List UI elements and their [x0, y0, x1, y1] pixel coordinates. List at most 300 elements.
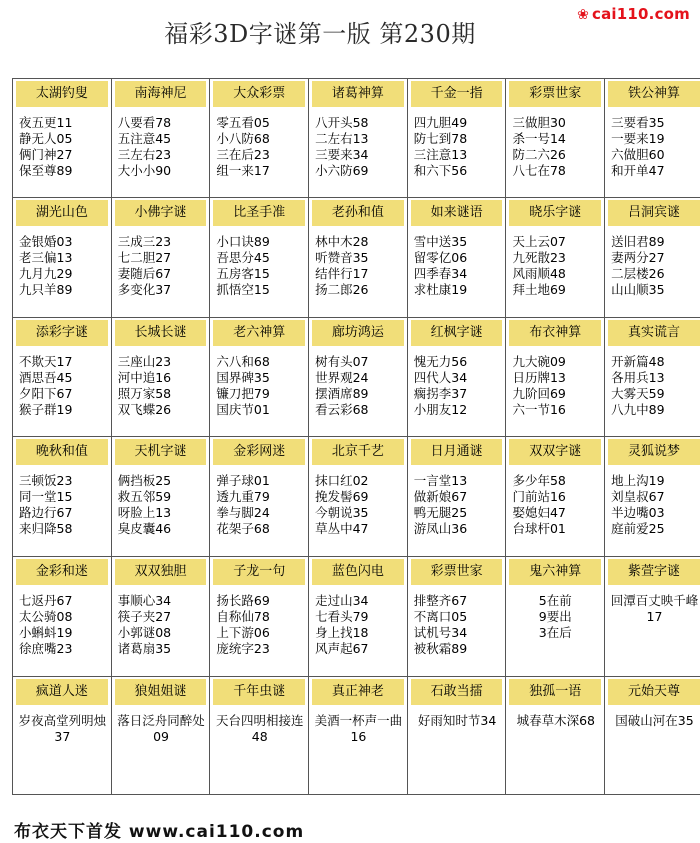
riddle-cell — [309, 437, 408, 557]
riddle-cell-body — [309, 198, 407, 317]
riddle-line: 摆酒席89 — [315, 385, 369, 401]
riddle-line: 花架子68 — [216, 521, 270, 537]
riddle-cell-body — [605, 557, 700, 676]
riddle-lines — [605, 465, 700, 537]
riddle-lines — [408, 107, 506, 179]
riddle-lines — [408, 226, 506, 298]
riddle-source-header: 蓝色闪电 — [312, 559, 404, 585]
riddle-cell-body — [210, 677, 308, 794]
riddle-lines — [408, 585, 506, 657]
riddle-cell-body — [13, 79, 111, 197]
riddle-cell-body — [506, 198, 604, 317]
riddle-line: 三做胆30 — [512, 115, 566, 130]
riddle-line: 排整齐67 — [413, 593, 468, 609]
riddle-source-header: 老六神算 — [213, 320, 305, 346]
riddle-lines — [210, 226, 308, 298]
riddle-cell — [210, 197, 309, 317]
riddle-source-header: 添彩字谜 — [16, 320, 108, 346]
riddle-line: 三在后23 — [216, 147, 270, 162]
riddle-source-header: 双双独胆 — [115, 559, 207, 585]
riddle-source-header: 南海神尼 — [115, 81, 207, 107]
riddle-lines — [13, 465, 111, 537]
riddle-line: 城春草木深68 — [516, 713, 595, 729]
riddle-lines — [112, 346, 210, 418]
riddle-lines — [506, 585, 604, 641]
riddle-line: 大雾天59 — [611, 385, 665, 401]
riddle-source-header: 子龙一句 — [213, 559, 305, 585]
riddle-line: 小六防69 — [315, 163, 369, 178]
riddle-source-header: 小佛字谜 — [115, 200, 207, 226]
riddle-source-header: 北京千艺 — [312, 439, 404, 465]
riddle-line: 路边行67 — [19, 505, 73, 521]
riddle-source-header: 日月通谜 — [411, 439, 503, 465]
riddle-source-header: 真正神老 — [312, 679, 404, 705]
riddle-lines — [309, 465, 407, 537]
riddle-lines — [210, 465, 308, 537]
riddle-line: 做新娘67 — [413, 489, 468, 505]
riddle-source-header: 晚秋和值 — [16, 439, 108, 465]
riddle-line: 静无人05 — [19, 131, 73, 146]
riddle-line: 防七到78 — [413, 131, 468, 146]
riddle-cell-body — [112, 318, 210, 437]
riddle-lines — [605, 705, 700, 729]
riddle-line: 扬长路69 — [216, 593, 270, 609]
riddle-lines — [210, 346, 308, 418]
riddle-lines — [112, 585, 210, 657]
riddle-source-header: 红枫字谜 — [411, 320, 503, 346]
riddle-line: 风雨顺48 — [512, 265, 566, 281]
riddle-lines — [506, 107, 604, 179]
riddle-source-header: 紫萱字谜 — [608, 559, 700, 585]
riddle-line: 杀一号14 — [512, 131, 566, 146]
riddle-line: 三要看35 — [611, 115, 665, 130]
riddle-line: 听赞音35 — [315, 249, 369, 265]
riddle-line: 小郭谜08 — [117, 625, 172, 641]
riddle-line: 六八和68 — [216, 353, 270, 369]
riddle-line: 游凤山36 — [413, 521, 468, 537]
riddle-line: 救五邻59 — [117, 489, 172, 505]
riddle-line: 九月九29 — [19, 265, 73, 281]
riddle-line: 金银婚03 — [19, 233, 73, 249]
riddle-cell — [210, 317, 309, 437]
riddle-line: 门前站16 — [512, 489, 566, 505]
riddle-cell-body — [13, 557, 111, 676]
riddle-line: 保至尊89 — [19, 163, 73, 178]
riddle-lines — [13, 346, 111, 418]
riddle-lines — [309, 346, 407, 418]
riddle-lines — [309, 226, 407, 298]
riddle-source-header: 比圣手准 — [213, 200, 305, 226]
site-logo-text: cai110.com — [592, 5, 690, 23]
grid-row — [13, 437, 700, 557]
riddle-line: 七返丹67 — [19, 593, 73, 609]
riddle-source-header: 布衣神算 — [509, 320, 601, 346]
riddle-cell — [407, 79, 506, 198]
riddle-line: 三顿饭23 — [19, 473, 73, 489]
riddle-cell — [13, 197, 112, 317]
riddle-cell-body — [408, 677, 506, 794]
riddle-line: 三成三23 — [117, 233, 172, 249]
riddle-line: 大小小90 — [117, 163, 172, 178]
riddle-source-header: 石敢当擂 — [411, 679, 503, 705]
riddle-source-header: 双双字谜 — [509, 439, 601, 465]
riddle-source-header: 鬼六神算 — [509, 559, 601, 585]
riddle-line: 和六下56 — [413, 163, 468, 178]
riddle-cell-body — [605, 677, 700, 794]
riddle-line: 来归降58 — [19, 521, 73, 537]
riddle-line: 岁夜高堂列明烛37 — [18, 713, 107, 745]
riddle-line: 美酒一杯声一曲16 — [314, 713, 403, 745]
riddle-cell — [506, 677, 605, 795]
riddle-lines — [309, 107, 407, 179]
riddle-line: 各用兵13 — [611, 369, 665, 385]
riddle-cell — [13, 437, 112, 557]
riddle-line: 试机号34 — [413, 625, 468, 641]
riddle-lines — [506, 705, 604, 729]
grid-row — [13, 557, 700, 677]
riddle-line: 猴子群19 — [19, 401, 73, 417]
riddle-line: 鸭无腿25 — [413, 505, 468, 521]
riddle-cell-body — [605, 79, 700, 197]
riddle-source-header: 独孤一语 — [509, 679, 601, 705]
riddle-line: 多少年58 — [512, 473, 566, 489]
riddle-source-header: 金彩和迷 — [16, 559, 108, 585]
riddle-cell — [111, 197, 210, 317]
riddle-line: 天台四明相接连48 — [215, 713, 304, 745]
riddle-cell-body — [605, 437, 700, 556]
riddle-line: 六做胆60 — [611, 147, 665, 162]
riddle-source-header: 吕洞宾谜 — [608, 200, 700, 226]
riddle-line: 5在前 — [538, 593, 572, 609]
riddle-cell-body — [506, 557, 604, 676]
riddle-lines — [506, 465, 604, 537]
riddle-source-header: 疯道人迷 — [16, 679, 108, 705]
riddle-cell — [605, 197, 700, 317]
riddle-line: 呀脸上13 — [117, 505, 172, 521]
footer-credit: 布衣天下首发 www.cai110.com — [14, 822, 305, 842]
riddle-cell — [13, 79, 112, 198]
riddle-line: 自称仙78 — [216, 609, 270, 625]
riddle-line: 草丛中47 — [315, 521, 369, 537]
site-logo[interactable] — [573, 3, 696, 25]
riddle-line: 事顺心34 — [117, 593, 172, 609]
riddle-line: 娶媳妇47 — [512, 505, 566, 521]
riddle-cell-body — [210, 198, 308, 317]
riddle-line: 小口诀89 — [216, 233, 270, 249]
riddle-source-header: 晓乐字谜 — [509, 200, 601, 226]
riddle-cell — [309, 557, 408, 677]
riddle-cell — [506, 197, 605, 317]
riddle-line: 夕阳下67 — [19, 385, 73, 401]
riddle-line: 台球杆01 — [512, 521, 566, 537]
riddle-lines — [210, 107, 308, 179]
riddle-line: 三座山23 — [117, 353, 172, 369]
grid-row — [13, 79, 700, 198]
riddle-lines — [605, 585, 700, 625]
riddle-line: 好雨知时节34 — [417, 713, 497, 729]
riddle-cell-body — [605, 198, 700, 317]
riddle-line: 天上云07 — [512, 233, 566, 249]
riddle-line: 四季春34 — [413, 265, 468, 281]
riddle-cell — [506, 437, 605, 557]
riddle-source-header: 太湖钓叟 — [16, 81, 108, 107]
riddle-line: 求杜康19 — [413, 281, 468, 297]
riddle-line: 国破山河在35 — [615, 713, 694, 729]
riddle-source-header: 湖光山色 — [16, 200, 108, 226]
riddle-cell — [210, 79, 309, 198]
riddle-cell — [111, 79, 210, 198]
riddle-line: 筷子夹27 — [117, 609, 172, 625]
riddle-line: 不欺天17 — [19, 353, 73, 369]
riddle-line: 走过山34 — [315, 593, 369, 609]
riddle-line: 小八防68 — [216, 131, 270, 146]
riddle-cell-body — [210, 437, 308, 556]
riddle-line: 拳与脚24 — [216, 505, 270, 521]
riddle-line: 防二六26 — [512, 147, 566, 162]
riddle-line: 夜五更11 — [19, 115, 73, 130]
riddle-line: 俩挡板25 — [117, 473, 172, 489]
riddle-line: 庭前爱25 — [611, 521, 665, 537]
riddle-source-header: 金彩网迷 — [213, 439, 305, 465]
riddle-cell — [13, 557, 112, 677]
riddle-cell — [111, 557, 210, 677]
riddle-cell-body — [309, 437, 407, 556]
riddle-cell-body — [13, 437, 111, 556]
riddle-line: 日历牌13 — [512, 369, 566, 385]
riddle-line: 今朝说35 — [315, 505, 369, 521]
riddle-line: 一言堂13 — [413, 473, 468, 489]
riddle-cell — [111, 317, 210, 437]
riddle-lines — [408, 465, 506, 537]
riddle-line: 送旧君89 — [611, 233, 665, 249]
riddle-line: 山山顺35 — [611, 281, 665, 297]
riddle-cell — [210, 677, 309, 795]
riddle-line: 一要来19 — [611, 131, 665, 146]
riddle-source-header: 千金一指 — [411, 81, 503, 107]
riddle-source-header: 狼姐姐谜 — [115, 679, 207, 705]
riddle-source-header: 真实谎言 — [608, 320, 700, 346]
riddle-source-header: 长城长谜 — [115, 320, 207, 346]
page-title: 福彩3D字谜第一版 第230期 — [164, 20, 476, 48]
riddle-line: 照万家58 — [117, 385, 172, 401]
riddle-lines — [309, 585, 407, 657]
riddle-line: 八要看78 — [117, 115, 172, 130]
riddle-cell-body — [210, 318, 308, 437]
riddle-cell — [309, 79, 408, 198]
riddle-line: 9要出 — [538, 609, 572, 625]
riddle-line: 六一节16 — [512, 401, 566, 417]
riddle-line: 被秋霜89 — [413, 641, 468, 657]
riddle-cell-body — [309, 318, 407, 437]
riddle-line: 吾思分45 — [216, 249, 270, 265]
riddle-line: 半边嘴03 — [611, 505, 665, 521]
riddle-line: 不离口05 — [413, 609, 468, 625]
riddle-cell — [309, 677, 408, 795]
riddle-cell-body — [112, 198, 210, 317]
grid-row — [13, 677, 700, 795]
riddle-line: 挽发髻69 — [315, 489, 369, 505]
riddle-line: 三注意13 — [413, 147, 468, 162]
riddle-cell — [605, 79, 700, 198]
riddle-source-header: 大众彩票 — [213, 81, 305, 107]
riddle-line: 落日泛舟同醉处09 — [117, 713, 205, 745]
riddle-line: 世界观24 — [315, 369, 369, 385]
riddle-cell-body — [408, 557, 506, 676]
riddle-source-header: 彩票世家 — [509, 81, 601, 107]
riddle-cell — [407, 437, 506, 557]
riddle-lines — [112, 465, 210, 537]
grid-row — [13, 197, 700, 317]
riddle-line: 扬二郎26 — [315, 281, 369, 297]
riddle-line: 树有头07 — [315, 353, 369, 369]
riddle-cell-body — [408, 79, 506, 197]
riddle-cell-body — [309, 557, 407, 676]
riddle-grid — [12, 78, 700, 795]
riddle-cell — [13, 677, 112, 795]
riddle-line: 国界碑35 — [216, 369, 270, 385]
riddle-line: 俩门神27 — [19, 147, 73, 162]
riddle-lines — [112, 705, 210, 745]
riddle-source-header: 天机字谜 — [115, 439, 207, 465]
riddle-line: 三左右23 — [117, 147, 172, 162]
riddle-line: 四代人34 — [413, 369, 468, 385]
riddle-line: 瘸拐李37 — [413, 385, 468, 401]
riddle-line: 林中木28 — [315, 233, 369, 249]
riddle-line: 太公骑08 — [19, 609, 73, 625]
riddle-lines — [13, 226, 111, 298]
riddle-cell-body — [13, 318, 111, 437]
riddle-cell — [506, 79, 605, 198]
riddle-line: 庞统字23 — [216, 641, 270, 657]
riddle-line: 镰刀把79 — [216, 385, 270, 401]
riddle-lines — [605, 346, 700, 418]
riddle-cell-body — [210, 557, 308, 676]
riddle-line: 老三偏13 — [19, 249, 73, 265]
riddle-line: 看云彩68 — [315, 401, 369, 417]
riddle-cell-body — [506, 79, 604, 197]
riddle-lines — [13, 107, 111, 179]
riddle-lines — [112, 226, 210, 298]
riddle-lines — [13, 705, 111, 745]
riddle-line: 小朋友12 — [413, 401, 468, 417]
riddle-line: 九阶回69 — [512, 385, 566, 401]
riddle-lines — [506, 226, 604, 298]
riddle-cell-body — [408, 437, 506, 556]
riddle-line: 河中追16 — [117, 369, 172, 385]
riddle-cell — [605, 437, 700, 557]
riddle-lines — [309, 705, 407, 745]
riddle-line: 弹子球01 — [216, 473, 270, 489]
riddle-cell-body — [112, 79, 210, 197]
riddle-line: 五注意45 — [117, 131, 172, 146]
riddle-lines — [13, 585, 111, 657]
riddle-line: 三要来34 — [315, 147, 369, 162]
riddle-cell — [309, 197, 408, 317]
riddle-lines — [408, 346, 506, 418]
riddle-line: 风声起67 — [315, 641, 369, 657]
riddle-line: 开新篇48 — [611, 353, 665, 369]
riddle-cell-body — [506, 318, 604, 437]
riddle-line: 抓悟空15 — [216, 281, 270, 297]
riddle-cell — [210, 437, 309, 557]
riddle-source-header: 元始天尊 — [608, 679, 700, 705]
riddle-cell — [407, 317, 506, 437]
riddle-source-header: 彩票世家 — [411, 559, 503, 585]
riddle-cell — [111, 437, 210, 557]
riddle-source-header: 铁公神算 — [608, 81, 700, 107]
riddle-line: 徐庶嘴23 — [19, 641, 73, 657]
riddle-line: 零五看05 — [216, 115, 270, 130]
riddle-cell-body — [13, 677, 111, 794]
riddle-line: 身上找18 — [315, 625, 369, 641]
riddle-line: 国庆节01 — [216, 401, 270, 417]
riddle-line: 雪中送35 — [413, 233, 468, 249]
riddle-cell-body — [210, 79, 308, 197]
riddle-lines — [605, 226, 700, 298]
riddle-source-header: 诸葛神算 — [312, 81, 404, 107]
riddle-cell — [407, 197, 506, 317]
riddle-line: 3在后 — [538, 625, 572, 641]
riddle-line: 七看头79 — [315, 609, 369, 625]
riddle-cell — [506, 557, 605, 677]
riddle-line: 八开头58 — [315, 115, 369, 130]
riddle-cell — [506, 317, 605, 437]
rose-icon: ❀ — [577, 7, 589, 23]
riddle-cell — [210, 557, 309, 677]
riddle-line: 四九胆49 — [413, 115, 468, 130]
riddle-cell — [605, 317, 700, 437]
riddle-cell-body — [605, 318, 700, 437]
riddle-source-header: 老孙和值 — [312, 200, 404, 226]
riddle-line: 地上沟19 — [611, 473, 665, 489]
riddle-line: 臭皮囊46 — [117, 521, 172, 537]
riddle-source-header: 廊坊鸿运 — [312, 320, 404, 346]
riddle-line: 妻随后67 — [117, 265, 172, 281]
riddle-lines — [112, 107, 210, 179]
riddle-line: 上下游06 — [216, 625, 270, 641]
riddle-line: 七二胆27 — [117, 249, 172, 265]
riddle-line: 诸葛扇35 — [117, 641, 172, 657]
riddle-line: 愧无力56 — [413, 353, 468, 369]
riddle-line: 和开单47 — [611, 163, 665, 178]
riddle-line: 抹口红02 — [315, 473, 369, 489]
riddle-line: 妻两分27 — [611, 249, 665, 265]
riddle-line: 酒思吾45 — [19, 369, 73, 385]
riddle-cell — [605, 677, 700, 795]
riddle-line: 多变化37 — [117, 281, 172, 297]
riddle-source-header: 灵狐说梦 — [608, 439, 700, 465]
riddle-line: 双飞蝶26 — [117, 401, 172, 417]
riddle-cell-body — [506, 677, 604, 794]
riddle-cell-body — [309, 677, 407, 794]
riddle-line: 小蝌蚪19 — [19, 625, 73, 641]
riddle-line: 九死散23 — [512, 249, 566, 265]
riddle-cell — [407, 557, 506, 677]
riddle-source-header: 千年虫谜 — [213, 679, 305, 705]
riddle-cell-body — [506, 437, 604, 556]
grid-row — [13, 317, 700, 437]
riddle-cell-body — [13, 198, 111, 317]
riddle-line: 五房客15 — [216, 265, 270, 281]
riddle-cell — [407, 677, 506, 795]
riddle-cell-body — [408, 198, 506, 317]
riddle-line: 拜土地69 — [512, 281, 566, 297]
riddle-line: 二层楼26 — [611, 265, 665, 281]
riddle-line: 八九中89 — [611, 401, 665, 417]
riddle-line: 回潭百丈映千峰17 — [610, 593, 699, 625]
riddle-cell-body — [408, 318, 506, 437]
riddle-cell-body — [112, 437, 210, 556]
